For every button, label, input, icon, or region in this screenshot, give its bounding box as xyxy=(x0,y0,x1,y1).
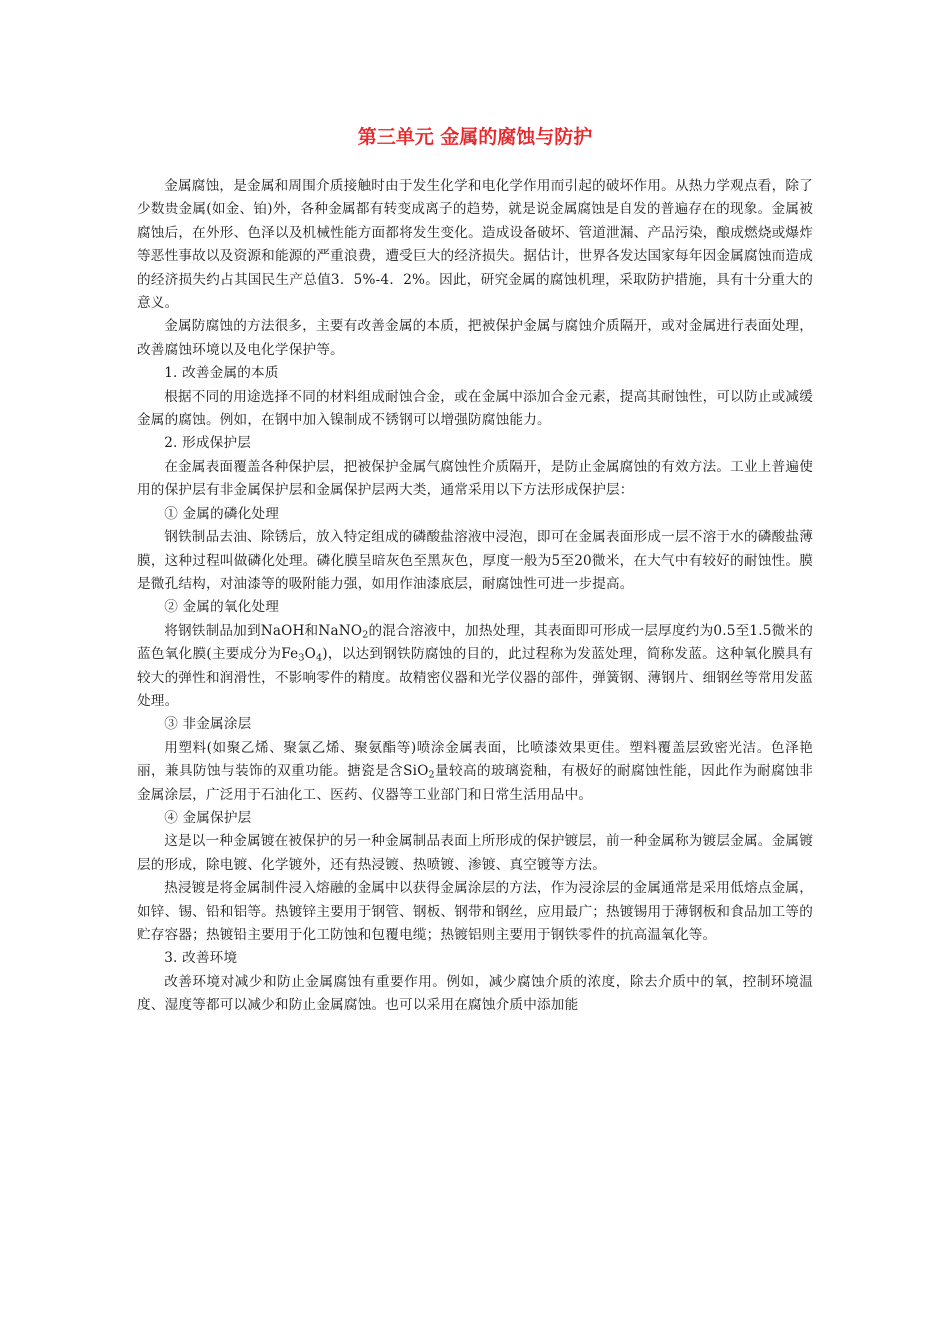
paragraph-metal-layer: 这是以一种金属镀在被保护的另一种金属制品表面上所形成的保护镀层，前一种金属称为镀层金属。金属镀层的形成，除电镀、化学镀外，还有热浸镀、热喷镀、渗镀、真空镀等方法。 xyxy=(137,833,813,873)
paragraph-protective-layer: 在金属表面覆盖各种保护层，把被保护金属气腐蚀性介质隔开，是防止金属腐蚀的有效方法。工业上普遍使用的保护层有非金属保护层和金属保护层两大类，通常采用以下方法形成保护层： xyxy=(137,458,813,499)
section-heading-1: 1. 改善金属的本质 xyxy=(164,365,279,382)
paragraph-nonmetal-coating: 用塑料(如聚乙烯、聚氯乙烯、聚氨酯等)喷涂金属表面，比喷漆效果更佳。塑料覆盖层致密光洁。色泽艳丽，兼具防蚀与装饰的双重功能。搪瓷是含SiO$_2$量较高的玻璃瓷釉，有极好的耐腐蚀性能，因此作为耐腐蚀非金属涂层，广泛用于石油化工、医药、仪器等工业部门和日常生活用品中。 xyxy=(137,739,814,803)
subsection-heading-nonmetal-coating: ③ 非金属涂层 xyxy=(164,716,252,733)
document-body xyxy=(137,175,813,1018)
subsection-heading-metal-layer: ④ 金属保护层 xyxy=(164,809,252,826)
section-heading-2: 2. 形成保护层 xyxy=(164,435,252,452)
subsection-heading-oxidation: ② 金属的氧化处理 xyxy=(164,599,280,616)
section-heading-3: 3. 改善环境 xyxy=(164,950,238,967)
paragraph-hot-dip: 热浸镀是将金属制件浸入熔融的金属中以获得金属涂层的方法，作为浸涂层的金属通常是采用低熔点金属，如锌、锡、铅和铝等。热镀锌主要用于钢管、钢板、钢带和钢丝，应用最广；热镀锡用于薄钢板和食品加工等的贮存容器；热镀铅主要用于化工防蚀和包覆电缆；热镀铝则主要用于钢铁零件的抗高温氧化等。 xyxy=(137,880,813,943)
paragraph-oxidation: 将钢铁制品加到NaOH和NaNO$_2$的混合溶液中，加热处理，其表面即可形成一层厚度约为0.5至1.5微米的蓝色氧化膜(主要成分为$Fe_3O_4$)，以达到钢铁防腐蚀的目的，此过程称为发蓝处理，简称发蓝。这种氧化膜具有较大的弹性和润滑性，不影响零件的精度。故精密仪器和光学仪器的部件，弹簧钢、薄钢片、细钢丝等常用发蓝处理。 xyxy=(137,622,813,709)
paragraph-methods: 金属防腐蚀的方法很多，主要有改善金属的本质，把被保护金属与腐蚀介质隔开，或对金属进行表面处理，改善腐蚀环境以及电化学保护等。 xyxy=(137,318,813,358)
paragraph-intro: 金属腐蚀，是金属和周围介质接触时由于发生化学和电化学作用而引起的破坏作用。从热力学观点看，除了少数贵金属(如金、铂)外，各种金属都有转变成离子的趋势，就是说金属腐蚀是自发的普遍存在的现象。金属被腐蚀后，在外形、色泽以及机械性能方面都将发生变化。造成设备破坏、管道泄漏、产品污染，酿成燃烧或爆炸等恶性事故以及资源和能源的严重浪费，遭受巨大的经济损失。据估计，世界各发达国家每年因金属腐蚀而造成的经济损失约占其国民生产总值3．5%-4．2%。因此，研究金属的腐蚀机理，采取防护措施，具有十分重大的意义。 xyxy=(137,178,813,312)
subsection-heading-phosphating: ① 金属的磷化处理 xyxy=(164,505,280,522)
page-title: 第三单元 金属的腐蚀与防护 xyxy=(357,126,593,148)
paragraph-environment: 改善环境对减少和防止金属腐蚀有重要作用。例如，减少腐蚀介质的浓度，除去介质中的氧，控制环境温度、湿度等都可以减少和防止金属腐蚀。也可以采用在腐蚀介质中添加能 xyxy=(137,973,813,1014)
paragraph-improve-metal: 根据不同的用途选择不同的材料组成耐蚀合金，或在金属中添加合金元素，提高其耐蚀性，可以防止或减缓金属的腐蚀。例如，在钢中加入镍制成不锈钢可以增强防腐蚀能力。 xyxy=(137,388,813,429)
paragraph-phosphating: 钢铁制品去油、除锈后，放入特定组成的磷酸盐溶液中浸泡，即可在金属表面形成一层不溶于水的磷酸盐薄膜，这种过程叫做磷化处理。磷化膜呈暗灰色至黑灰色，厚度一般为5至20微米，在大气中有较好的耐蚀性。膜是微孔结构，对油漆等的吸附能力强，如用作油漆底层，耐腐蚀性可进一步提高。 xyxy=(137,529,813,592)
